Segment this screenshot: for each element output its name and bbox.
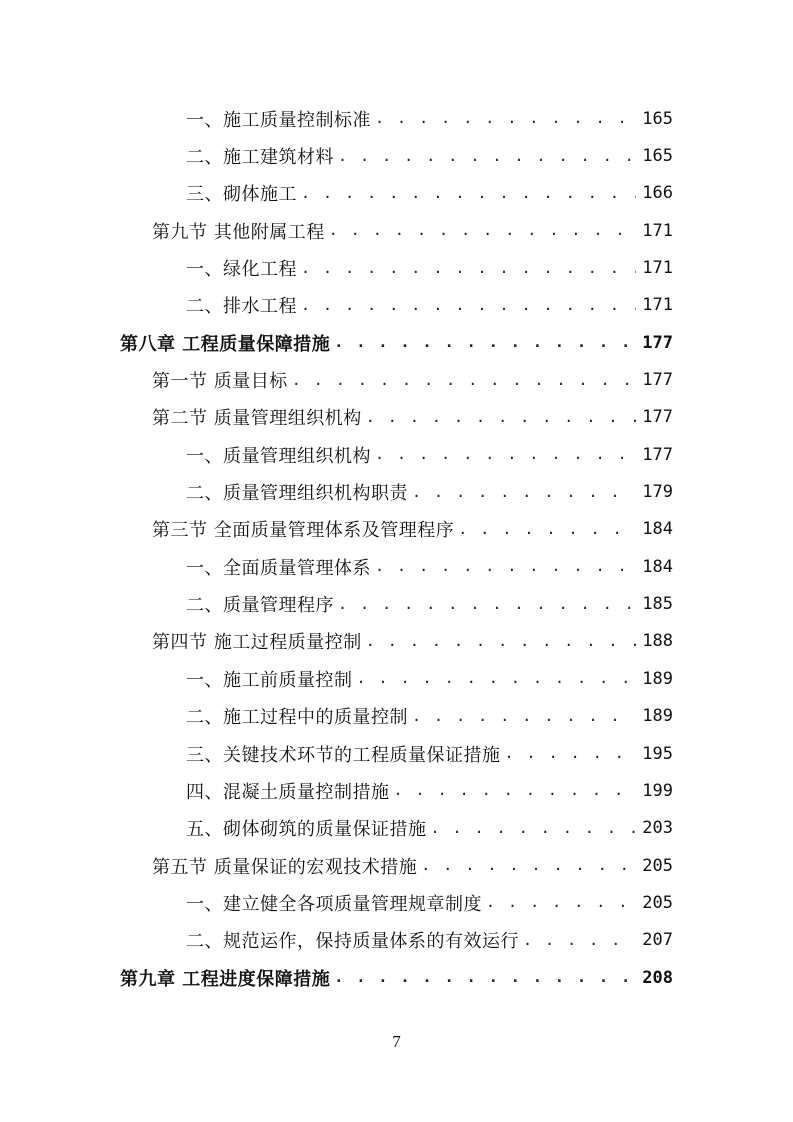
toc-entry-label: 一、全面质量管理体系 [186,557,371,579]
dot-leader [334,970,636,985]
toc-entry-page: 177 [642,370,673,391]
toc-entry-label: 一、施工前质量控制 [186,669,353,691]
dot-leader [338,597,636,612]
toc-entry-page: 166 [642,183,673,204]
toc-entry-page: 177 [642,444,673,465]
toc-entry-label: 第八章 工程质量保障措施 [120,333,331,355]
toc-entry-label: 一、绿化工程 [186,259,297,281]
toc-entry-page: 195 [642,743,673,764]
toc-entry-label: 二、质量管理程序 [186,595,334,617]
toc-entry-page: 179 [642,482,673,503]
toc-entry[interactable] [0,810,793,847]
toc-entry[interactable] [0,287,793,324]
dot-leader [505,746,637,761]
toc-entry-label: 五、砌体砌筑的质量保证措施 [186,819,427,841]
toc-entry[interactable] [0,548,793,585]
toc-entry-page: 165 [642,108,673,129]
toc-entry[interactable] [0,847,793,884]
dot-leader [523,933,636,948]
dot-leader [375,447,636,462]
dot-leader [301,186,636,201]
dot-leader [366,410,637,425]
toc-entry-label: 第三节 全面质量管理体系及管理程序 [152,520,455,542]
dot-leader [431,821,637,836]
dot-leader [366,634,637,649]
toc-entry-page: 185 [642,594,673,615]
dot-leader [375,111,636,126]
toc-entry[interactable] [0,361,793,398]
dot-leader [486,895,636,910]
toc-entry-page: 165 [642,146,673,167]
toc-entry-page: 205 [642,855,673,876]
toc-entry[interactable] [0,212,793,249]
table-of-contents [0,100,793,996]
toc-entry-label: 四、混凝土质量控制措施 [186,781,390,803]
toc-entry[interactable] [0,922,793,959]
toc-entry-label: 二、施工建筑材料 [186,147,334,169]
toc-entry-label: 第二节 质量管理组织机构 [152,408,362,430]
toc-entry[interactable] [0,436,793,473]
toc-entry[interactable] [0,623,793,660]
dot-leader [334,335,636,350]
dot-leader [458,522,636,537]
toc-entry-label: 二、排水工程 [186,296,297,318]
toc-entry-page: 189 [642,706,673,727]
toc-entry-label: 二、质量管理组织机构职责 [186,483,408,505]
toc-entry-page: 171 [642,295,673,316]
dot-leader [394,783,637,798]
toc-entry-page: 171 [642,220,673,241]
toc-entry-label: 一、建立健全各项质量管理规章制度 [186,893,482,915]
dot-leader [301,261,636,276]
toc-entry[interactable] [0,698,793,735]
toc-entry-label: 第五节 质量保证的宏观技术措施 [152,856,418,878]
toc-entry[interactable] [0,100,793,137]
toc-entry[interactable] [0,735,793,772]
toc-entry-label: 三、关键技术环节的工程质量保证措施 [186,744,501,766]
dot-leader [412,709,636,724]
toc-entry-page: 205 [642,892,673,913]
dot-leader [301,298,636,313]
dot-leader [412,485,636,500]
toc-entry[interactable] [0,660,793,697]
dot-leader [292,373,637,388]
toc-entry[interactable] [0,884,793,921]
toc-entry[interactable] [0,175,793,212]
dot-leader [357,671,637,686]
dot-leader [338,149,636,164]
toc-entry-label: 一、质量管理组织机构 [186,445,371,467]
toc-entry[interactable] [0,399,793,436]
toc-entry-label: 二、施工过程中的质量控制 [186,707,408,729]
toc-entry-page: 199 [642,780,673,801]
toc-chapter-entry[interactable] [0,324,793,361]
dot-leader [329,223,637,238]
dot-leader [421,858,636,873]
toc-entry-page: 171 [642,258,673,279]
toc-entry[interactable] [0,249,793,286]
toc-entry-label: 一、施工质量控制标准 [186,109,371,131]
toc-entry-page: 208 [642,967,673,988]
toc-entry-page: 177 [642,332,673,353]
page-number: 7 [392,1032,401,1051]
toc-entry-label: 第九节 其他附属工程 [152,221,325,243]
toc-entry-page: 207 [642,930,673,951]
toc-entry-page: 203 [642,818,673,839]
toc-entry-page: 184 [642,519,673,540]
toc-chapter-entry[interactable] [0,959,793,996]
toc-entry-page: 184 [642,556,673,577]
toc-entry[interactable] [0,137,793,174]
toc-entry-label: 第一节 质量目标 [152,371,288,393]
toc-entry[interactable] [0,772,793,809]
toc-entry-page: 189 [642,668,673,689]
toc-entry-page: 177 [642,407,673,428]
dot-leader [375,559,636,574]
toc-entry-label: 二、规范运作，保持质量体系的有效运行 [186,931,519,953]
toc-entry-label: 第九章 工程进度保障措施 [120,968,331,990]
toc-entry[interactable] [0,473,793,510]
toc-entry[interactable] [0,511,793,548]
toc-entry-page: 188 [642,631,673,652]
toc-entry[interactable] [0,585,793,622]
toc-entry-label: 第四节 施工过程质量控制 [152,632,362,654]
toc-entry-label: 三、砌体施工 [186,184,297,206]
